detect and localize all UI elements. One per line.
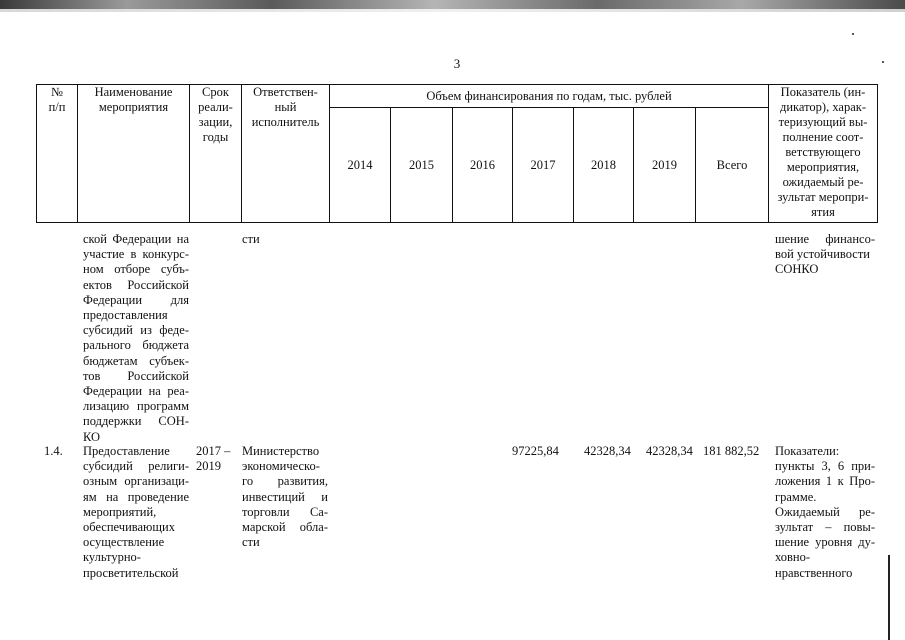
header-year-2016: 2016 — [453, 108, 513, 223]
header-col-responsible: Ответствен- ный исполнитель — [242, 85, 330, 223]
header-col-number: № п/п — [37, 85, 78, 223]
scan-speck — [882, 61, 884, 63]
value-2019: 42328,34 — [646, 444, 693, 458]
row-indicator: Показатели: пункты 3, 6 при- ложения 1 к Про- грамме. Ожидаемый ре- зультат – повы- шение уровня ду- ховно- нравственного — [775, 444, 875, 580]
scan-edge-top — [0, 0, 905, 9]
header-year-2017: 2017 — [513, 108, 574, 223]
scan-edge-shadow — [0, 9, 905, 12]
scan-speck — [852, 33, 854, 35]
value-total: 181 882,52 — [703, 444, 760, 458]
header-col-name: Наименование мероприятия — [78, 85, 190, 223]
page-number: 3 — [453, 56, 461, 71]
row-name: Предоставление субсидий религи- озным организаци- ям на проведение мероприятий, обеспечивающих осуществление культурно- просветительской — [83, 444, 189, 580]
row-responsible: Министерство экономическо- го развития, инвестиций и торговли Са- марской обла- сти — [242, 444, 328, 550]
header-funding-title: Объем финансирования по годам, тыс. рублей — [330, 85, 769, 108]
header-year-2014: 2014 — [330, 108, 391, 223]
value-2017: 97225,84 — [512, 444, 559, 458]
continuation-responsible: сти — [242, 232, 260, 246]
header-year-2015: 2015 — [391, 108, 453, 223]
header-year-2018: 2018 — [574, 108, 634, 223]
scan-edge-right — [888, 555, 890, 640]
row-number: 1.4. — [44, 444, 63, 458]
header-year-total: Всего — [696, 108, 769, 223]
continuation-indicator: шение финансо- вой устойчивости СОНКО — [775, 232, 875, 277]
row-term: 2017 – 2019 — [196, 444, 231, 474]
continuation-name: ской Федерации на участие в конкурс- ном отборе субъ- ектов Российской Федерации для предоставления субсидий из феде- рального бюджета бюджетам субъек- тов Российской Федерации на реа- лизацию программ поддержки СОН- КО — [83, 232, 189, 444]
header-year-2019: 2019 — [634, 108, 696, 223]
header-col-term: Срок реали- зации, годы — [190, 85, 242, 223]
table-header — [36, 84, 878, 223]
header-col-indicator: Показатель (ин- дикатор), харак- теризующий вы- полнение соот- ветствующего мероприятия, ожидаемый ре- зультат меропри- ятия — [769, 85, 878, 223]
value-2018: 42328,34 — [584, 444, 631, 458]
